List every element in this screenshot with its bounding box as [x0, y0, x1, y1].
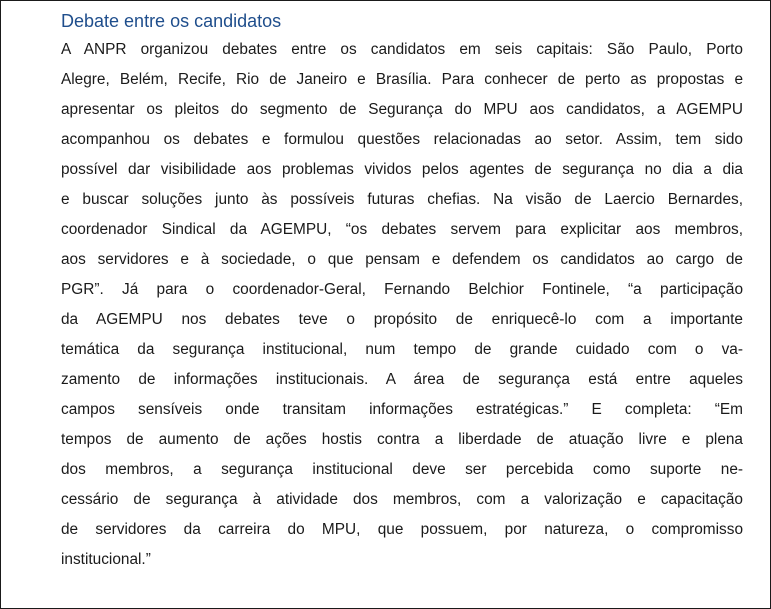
- body-line: cessário de segurança à atividade dos membros, com a valorização e capacitação: [61, 491, 743, 508]
- body-line: acompanhou os debates e formulou questões relacionadas ao setor. Assim, tem sido: [61, 131, 743, 148]
- body-line: Alegre, Belém, Recife, Rio de Janeiro e Brasília. Para conhecer de perto as propostas e: [61, 71, 743, 88]
- body-line: tempos de aumento de ações hostis contra a liberdade de atuação livre e plena: [61, 431, 743, 448]
- body-line: A ANPR organizou debates entre os candidatos em seis capitais: São Paulo, Porto: [61, 41, 743, 58]
- body-line: de servidores da carreira do MPU, que possuem, por natureza, o compromisso: [61, 521, 743, 538]
- body-line: campos sensíveis onde transitam informações estratégicas.” E completa: “Em: [61, 401, 743, 418]
- article-body: [61, 35, 743, 575]
- body-line: PGR”. Já para o coordenador-Geral, Fernando Belchior Fontinele, “a participação: [61, 281, 743, 298]
- body-line: da AGEMPU nos debates teve o propósito de enriquecê-lo com a importante: [61, 311, 743, 328]
- body-line: coordenador Sindical da AGEMPU, “os debates servem para explicitar aos membros,: [61, 221, 743, 238]
- body-line: temática da segurança institucional, num tempo de grande cuidado com o va-: [61, 341, 743, 358]
- body-line: possível dar visibilidade aos problemas vividos pelos agentes de segurança no dia a dia: [61, 161, 743, 178]
- body-line: e buscar soluções junto às possíveis futuras chefias. Na visão de Laercio Bernardes,: [61, 191, 743, 208]
- body-line: apresentar os pleitos do segmento de Segurança do MPU aos candidatos, a AGEMPU: [61, 101, 743, 118]
- body-line: aos servidores e à sociedade, o que pensam e defendem os candidatos ao cargo de: [61, 251, 743, 268]
- body-line: dos membros, a segurança institucional deve ser percebida como suporte ne-: [61, 461, 743, 478]
- body-line-last: institucional.”: [61, 551, 151, 568]
- body-line: zamento de informações institucionais. A área de segurança está entre aqueles: [61, 371, 743, 388]
- section-heading: Debate entre os candidatos: [61, 11, 282, 31]
